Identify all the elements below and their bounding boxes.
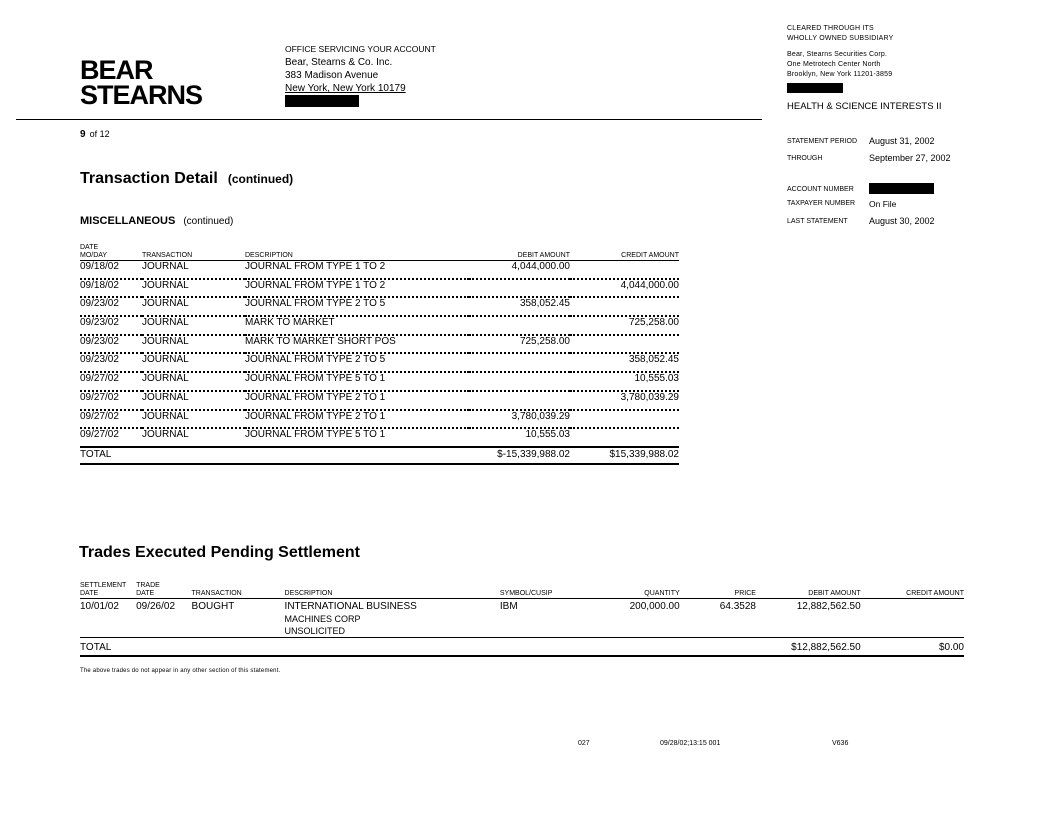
table-row	[80, 316, 679, 335]
cell-transaction: JOURNAL	[142, 297, 245, 316]
cell-credit	[570, 335, 679, 354]
clearing-firm-block	[787, 24, 894, 97]
total-debit: $-15,339,988.02	[469, 447, 570, 464]
cell-date: 09/23/02	[80, 297, 142, 316]
cell-date: 09/27/02	[80, 372, 142, 391]
last-statement-label: LAST STATEMENT	[787, 218, 848, 225]
page-total: of 12	[89, 129, 110, 139]
through-label: THROUGH	[787, 155, 823, 162]
trades-pending-title: Trades Executed Pending Settlement	[79, 544, 360, 561]
account-name: HEALTH & SCIENCE INTERESTS II	[787, 101, 942, 112]
statement-period-label: STATEMENT PERIOD	[787, 138, 858, 145]
footer-timestamp: 09/28/02;13:15 001	[660, 740, 721, 747]
footer-code-2: V636	[832, 740, 849, 747]
col-transaction: TRANSACTION	[142, 243, 245, 261]
last-statement-value: August 30, 2002	[869, 216, 935, 226]
col-trade-date: TRADE DATE	[136, 581, 191, 599]
office-city: New York, New York 10179	[285, 83, 406, 94]
cell-date: 09/27/02	[80, 410, 142, 429]
cell-description: JOURNAL FROM TYPE 5 TO 1	[245, 428, 469, 447]
cell-debit	[469, 391, 570, 410]
settlement-date: 10/01/02	[80, 599, 136, 638]
total-debit: $12,882,562.50	[756, 638, 861, 657]
cell-credit: 358,052.45	[570, 353, 679, 372]
cell-credit	[570, 410, 679, 429]
cell-transaction: JOURNAL	[142, 316, 245, 335]
quantity: 200,000.00	[579, 599, 679, 638]
cleared-line-2: WHOLLY OWNED SUBSIDIARY	[787, 35, 894, 42]
cell-credit: 10,555.03	[570, 372, 679, 391]
bear-stearns-logo	[80, 55, 203, 110]
clearing-city: Brooklyn, New York 11201-3859	[787, 71, 893, 78]
col-date: DATE MO/DAY	[80, 243, 142, 261]
table-row	[80, 372, 679, 391]
transaction: BOUGHT	[192, 599, 285, 638]
transaction-detail-table	[80, 243, 679, 465]
cell-debit: 4,044,000.00	[469, 261, 570, 279]
taxpayer-number-value: On File	[869, 199, 897, 209]
redacted-account-number	[869, 183, 934, 194]
trades-pending-table	[80, 581, 964, 657]
office-name: Bear, Stearns & Co. Inc.	[285, 57, 393, 68]
table-row	[80, 391, 679, 410]
table-row	[80, 353, 679, 372]
credit	[861, 599, 964, 638]
col-settlement-date: SETTLEMENT DATE	[80, 581, 136, 599]
col-description: DESCRIPTION	[245, 243, 469, 261]
transaction-detail-title: Transaction Detail (continued)	[80, 170, 294, 187]
cell-date: 09/27/02	[80, 428, 142, 447]
col-description: DESCRIPTION	[285, 581, 500, 599]
trades-note: The above trades do not appear in any other section of this statement.	[80, 668, 281, 674]
cell-description: JOURNAL FROM TYPE 2 TO 5	[245, 353, 469, 372]
section-continued: (continued)	[183, 216, 234, 227]
col-quantity: QUANTITY	[579, 581, 679, 599]
cell-description: JOURNAL FROM TYPE 2 TO 1	[245, 410, 469, 429]
cell-description: JOURNAL FROM TYPE 1 TO 2	[245, 279, 469, 298]
table-total-row	[80, 638, 964, 657]
cell-transaction: JOURNAL	[142, 372, 245, 391]
taxpayer-number-label: TAXPAYER NUMBER	[787, 200, 856, 207]
table-row	[80, 599, 964, 638]
redacted-box	[787, 83, 843, 93]
col-transaction: TRANSACTION	[192, 581, 285, 599]
office-servicing-block	[285, 43, 436, 111]
header-divider	[16, 119, 762, 120]
col-debit: DEBIT AMOUNT	[756, 581, 861, 599]
description: INTERNATIONAL BUSINESS MACHINES CORP UNSOLICITED	[285, 599, 500, 638]
table-total-row	[80, 447, 679, 464]
clearing-street: One Metrotech Center North	[787, 61, 881, 68]
cell-description: JOURNAL FROM TYPE 2 TO 5	[245, 297, 469, 316]
table-row	[80, 410, 679, 429]
total-label: TOTAL	[80, 638, 136, 657]
cell-date: 09/23/02	[80, 316, 142, 335]
clearing-corp: Bear, Stearns Securities Corp.	[787, 51, 888, 58]
total-label: TOTAL	[80, 447, 142, 464]
cell-description: MARK TO MARKET SHORT POS	[245, 335, 469, 354]
cell-transaction: JOURNAL	[142, 410, 245, 429]
cell-credit: 4,044,000.00	[570, 279, 679, 298]
footer-code-1: 027	[578, 740, 590, 747]
trade-date: 09/26/02	[136, 599, 191, 638]
cell-credit	[570, 428, 679, 447]
cell-transaction: JOURNAL	[142, 279, 245, 298]
cell-debit	[469, 372, 570, 391]
cell-credit: 725,258.00	[570, 316, 679, 335]
title-continued: (continued)	[227, 172, 294, 186]
cell-description: JOURNAL FROM TYPE 5 TO 1	[245, 372, 469, 391]
cell-description: JOURNAL FROM TYPE 2 TO 1	[245, 391, 469, 410]
office-header: OFFICE SERVICING YOUR ACCOUNT	[285, 44, 436, 54]
table-row	[80, 297, 679, 316]
cell-credit: 3,780,039.29	[570, 391, 679, 410]
redacted-box	[285, 95, 359, 107]
office-street: 383 Madison Avenue	[285, 70, 379, 81]
cell-debit: 10,555.03	[469, 428, 570, 447]
cell-transaction: JOURNAL	[142, 428, 245, 447]
total-credit: $0.00	[861, 638, 964, 657]
cell-transaction: JOURNAL	[142, 391, 245, 410]
table-row	[80, 428, 679, 447]
col-credit: CREDIT AMOUNT	[570, 243, 679, 261]
cell-date: 09/18/02	[80, 261, 142, 279]
page-number	[80, 129, 110, 140]
col-debit: DEBIT AMOUNT	[469, 243, 570, 261]
cell-debit	[469, 279, 570, 298]
cell-debit: 725,258.00	[469, 335, 570, 354]
section-heading: MISCELLANEOUS (continued)	[80, 215, 234, 227]
page-current: 9	[80, 129, 86, 140]
logo-line-1: BEAR	[80, 55, 153, 85]
symbol: IBM	[500, 599, 579, 638]
col-credit: CREDIT AMOUNT	[861, 581, 964, 599]
account-number-label: ACCOUNT NUMBER	[787, 186, 854, 193]
cell-date: 09/23/02	[80, 353, 142, 372]
through-value: September 27, 2002	[869, 153, 951, 163]
debit: 12,882,562.50	[756, 599, 861, 638]
cell-credit	[570, 297, 679, 316]
cell-date: 09/27/02	[80, 391, 142, 410]
cell-debit	[469, 353, 570, 372]
cell-date: 09/23/02	[80, 335, 142, 354]
col-symbol: SYMBOL/CUSIP	[500, 581, 579, 599]
total-credit: $15,339,988.02	[570, 447, 679, 464]
cell-date: 09/18/02	[80, 279, 142, 298]
cell-credit	[570, 261, 679, 279]
table-row	[80, 261, 679, 279]
cell-transaction: JOURNAL	[142, 335, 245, 354]
cell-description: MARK TO MARKET	[245, 316, 469, 335]
cell-transaction: JOURNAL	[142, 353, 245, 372]
price: 64.3528	[680, 599, 756, 638]
statement-period-value: August 31, 2002	[869, 136, 935, 146]
cell-description: JOURNAL FROM TYPE 1 TO 2	[245, 261, 469, 279]
cleared-line-1: CLEARED THROUGH ITS	[787, 25, 874, 32]
table-header-row	[80, 581, 964, 599]
logo-line-2: STEARNS	[80, 80, 203, 110]
cell-debit	[469, 316, 570, 335]
table-header-row	[80, 243, 679, 261]
table-row	[80, 279, 679, 298]
cell-transaction: JOURNAL	[142, 261, 245, 279]
col-price: PRICE	[680, 581, 756, 599]
cell-debit: 358,052.45	[469, 297, 570, 316]
cell-debit: 3,780,039.29	[469, 410, 570, 429]
table-row	[80, 335, 679, 354]
